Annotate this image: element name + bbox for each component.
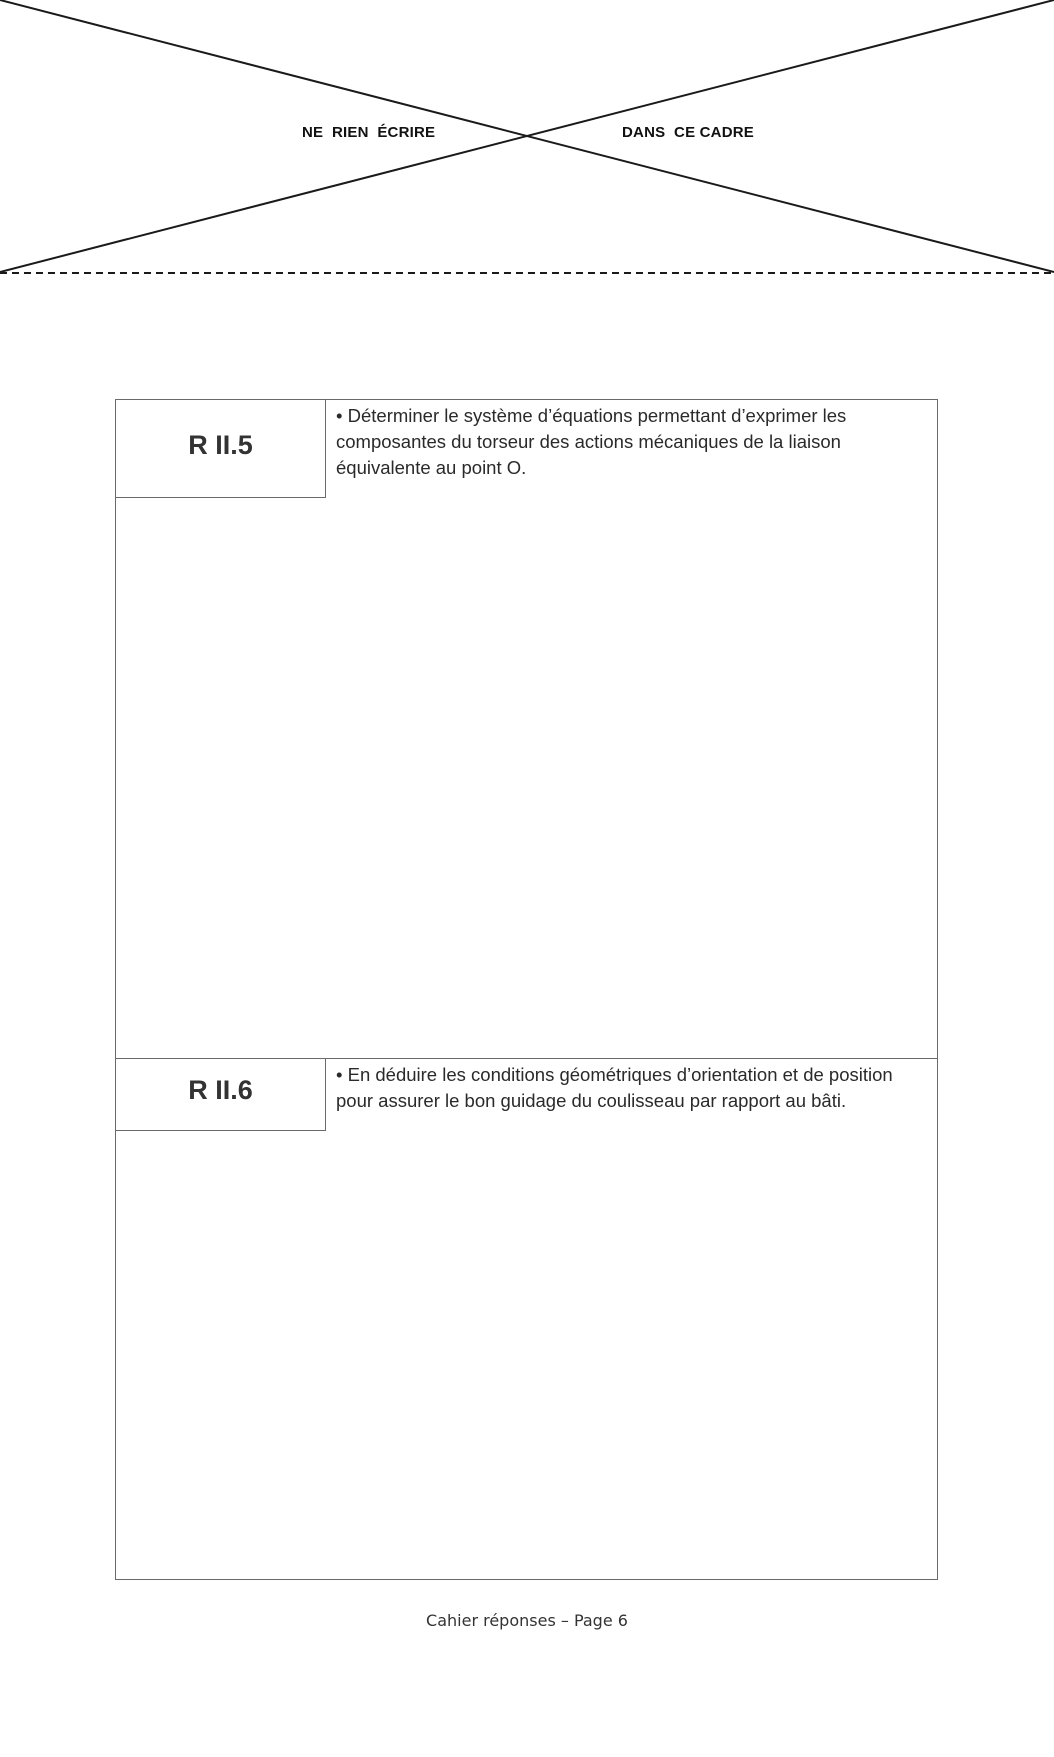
cross-lines-graphic bbox=[0, 0, 1054, 275]
do-not-write-frame bbox=[0, 0, 1054, 275]
question-label: R II.6 bbox=[116, 1059, 326, 1131]
header-notice-right: DANS CE CADRE bbox=[622, 124, 754, 141]
question-text: • En déduire les conditions géométriques d’orientation et de position pour assurer le bon guidage du coulisseau par rapport au bâti. bbox=[336, 1064, 893, 1111]
answer-box-r2-5[interactable] bbox=[115, 399, 938, 1059]
question-text: • Déterminer le système d’équations permettant d’exprimer les composantes du torseur des actions mécaniques de la liaison équivalente au point O. bbox=[336, 405, 847, 478]
answer-box-r2-6[interactable] bbox=[115, 1058, 938, 1580]
header-notice-left: NE RIEN ÉCRIRE bbox=[302, 124, 436, 141]
question-label: R II.5 bbox=[116, 400, 326, 498]
page-footer: Cahier réponses – Page 6 bbox=[426, 1611, 628, 1630]
